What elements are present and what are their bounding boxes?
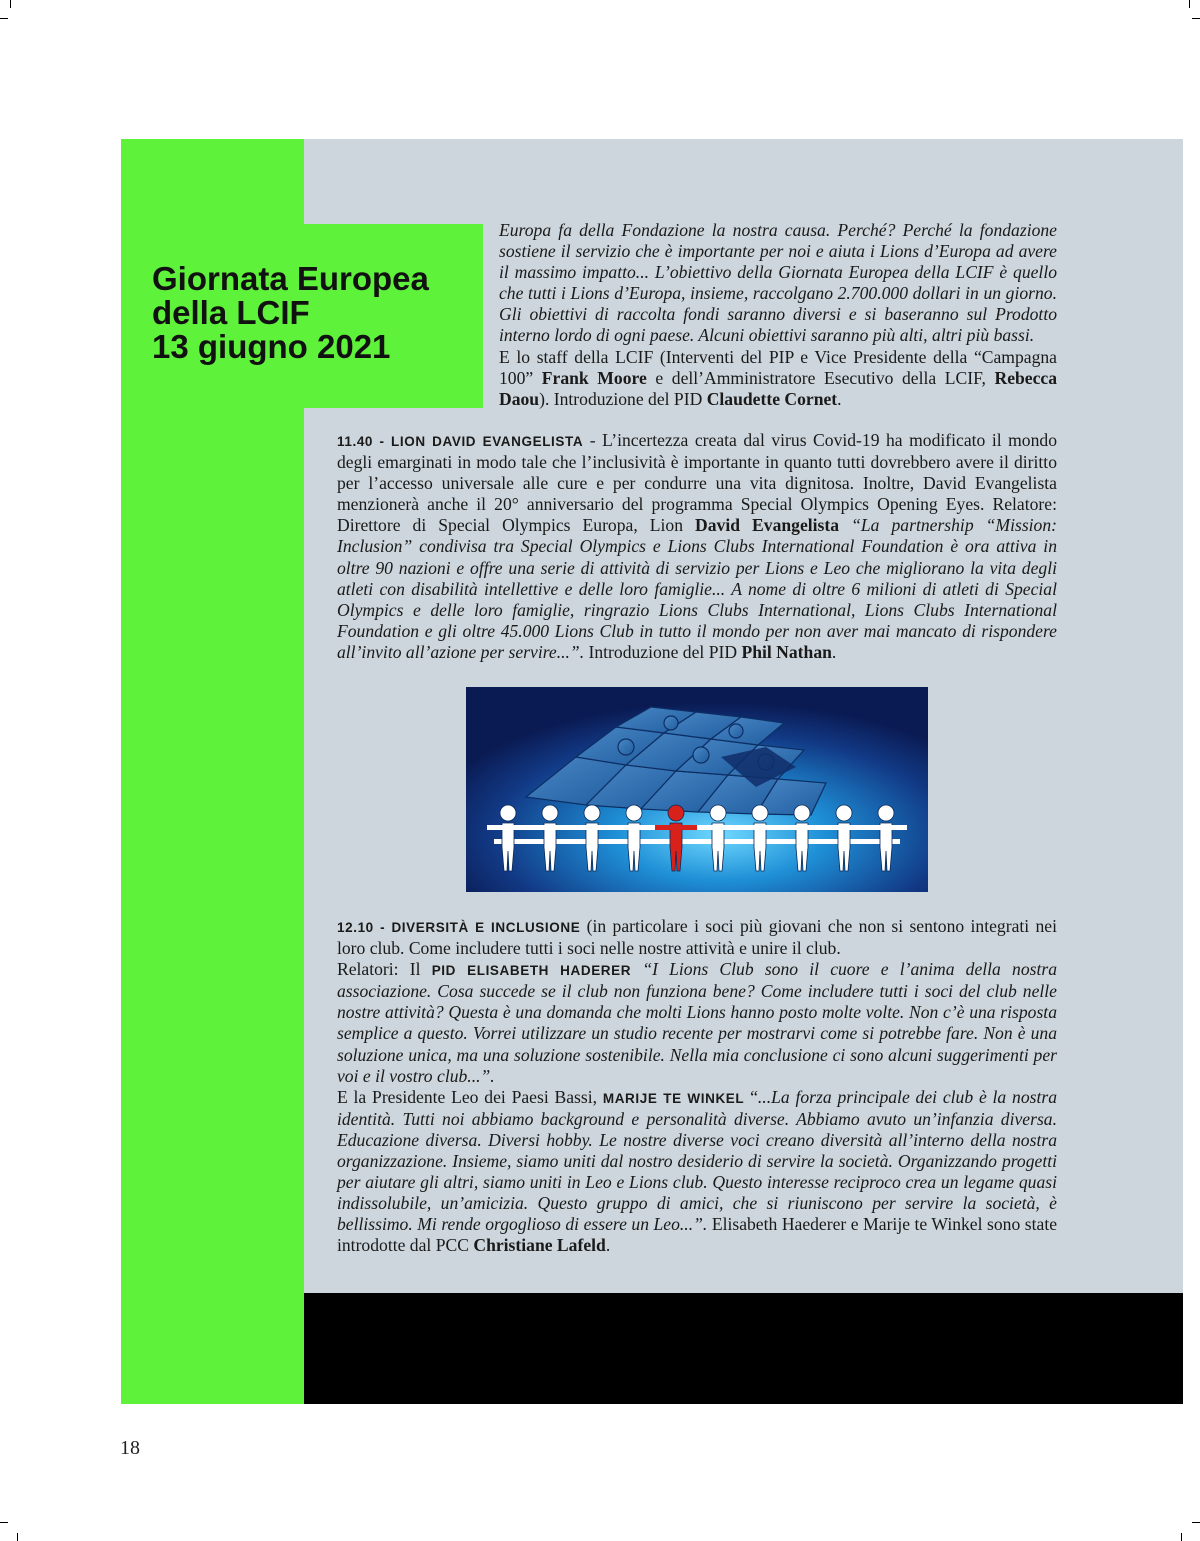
intro-quote: Europa fa della Fondazione la nostra causa. Perché? Perché la fondazione sostiene il servizio che è importante per noi e aiuta i Lions d’Europa ad avere il massimo impatto... L’obiettivo della Giornata Europea della LCIF è quello che tutti i Lions d’Europa, insieme, raccolgano 2.700.000 dollari in un giorno. Gli obiettivi di raccolta fondi saranno diversi e si baseranno sul Prodotto interno lordo di ogni paese. Alcuni obiettivi saranno più alti, altri più bassi. bbox=[499, 220, 1057, 346]
intro-text: E lo staff della LCIF (Interventi del PIP e Vice Presidente della “Campagna 100” bbox=[499, 346, 1057, 388]
section-quote: “La partnership “Mission: Inclusion” condivisa tra Special Olympics e Lions Clubs International Foundation è ora attiva in oltre 90 nazioni e offre una serie di attività di servizio per Lions e Leo che migliorano la vita degli atleti con disabilità intellettive e delle loro famiglie... A nome di oltre 6 milioni di atleti di Special Olympics e delle loro famiglie, ringrazio Lions Clubs International, Lions Clubs International Foundation e gli oltre 45.000 Lions Club in tutto il mondo per non aver mai mancato di rispondere all’invito all’azione per servire...”. bbox=[337, 515, 1058, 662]
crop-mark bbox=[1192, 18, 1200, 19]
section-text: . bbox=[605, 1235, 611, 1256]
crop-mark bbox=[1181, 1533, 1182, 1541]
page-number: 18 bbox=[120, 1437, 140, 1459]
quote-open-mark: “ bbox=[750, 1086, 758, 1107]
person-name: Claudette Cornet bbox=[706, 388, 838, 409]
page-title bbox=[152, 262, 482, 364]
person-name: Frank Moore bbox=[541, 367, 647, 388]
title-line: 13 giugno 2021 bbox=[152, 328, 391, 365]
person-name: Rebecca Daou bbox=[499, 367, 1058, 409]
intro-text: e dell’Amministratore Esecutivo della LCIF, bbox=[655, 367, 986, 388]
section-text: (in particolare i soci più giovani che non si sentono integrati nei loro club. Come includere tutti i soci nelle nostre attività e unire il club. bbox=[337, 916, 1057, 959]
black-footer-band bbox=[304, 1293, 1183, 1404]
section-text: . bbox=[831, 641, 837, 662]
person-name: Phil Nathan bbox=[741, 641, 832, 662]
section-quote: “I Lions Club sono il cuore e l’anima della nostra associazione. Cosa succede se il club non funziona bene? Come includere tutti i soci del club nelle nostre attività? Questa è una domanda che molti Lions hanno posto molte volte. Non c’è una risposta semplice a questo. Vorrei utilizzare un studio recente per mostrarvi come si potrebbe fare. Non è una soluzione unica, ma una soluzione sostenibile. Nella mia conclusione ci sono alcuni suggerimenti per voi e il vostro club...”. bbox=[337, 959, 1058, 1086]
intro-paragraph bbox=[499, 220, 1057, 410]
crop-mark bbox=[1189, 0, 1190, 8]
section-text: E la Presidente Leo dei Paesi Bassi, bbox=[337, 1086, 598, 1107]
person-name: David Evangelista bbox=[695, 515, 840, 536]
crop-mark bbox=[0, 18, 8, 19]
section-text: Relatori: Il bbox=[337, 959, 421, 980]
title-line: della LCIF bbox=[152, 294, 310, 331]
puzzle-people-illustration bbox=[466, 687, 928, 892]
section-heading: 11.40 - LION DAVID EVANGELISTA bbox=[337, 434, 584, 449]
title-line: Giornata Europea bbox=[152, 260, 429, 297]
crop-mark bbox=[17, 1533, 18, 1541]
section-text: Introduzione del PID bbox=[588, 641, 738, 662]
section-text: Elisabeth Haederer e Marije te Winkel sono state introdotte dal PCC bbox=[337, 1214, 1058, 1256]
section-text: - L’incertezza creata dal virus Covid-19 ha modificato il mondo degli emarginati in modo tale che l’inclusività è importante in quanto tutti dovrebbero avere il diritto per l’accesso universale alle cure e per condurre una vita dignitosa. Inoltre, David Evangelista menzionerà anche il 20° anniversario del programma Special Olympics Opening Eyes. Relatore: Direttore di Special Olympics Europa, Lion bbox=[337, 430, 1057, 536]
crop-mark bbox=[1192, 1522, 1200, 1523]
crop-mark bbox=[0, 1522, 8, 1523]
section-diversita-inclusione bbox=[337, 916, 1057, 1257]
section-quote: ...La forza principale dei club è la nostra identità. Tutti noi abbiamo background e personalità diverse. Abbiamo avuto un’infanzia diversa. Educazione diversa. Diversi hobby. Le nostre diverse voci creano diversità all’interno della nostra organizzazione. Insieme, siamo uniti dal nostro desiderio di servire la società. Organizzando progetti per aiutare gli altri, siamo uniti in Leo e Lions club. Questo interesse reciproco crea un legame quasi indissolubile, un’amicizia. Questo gruppo di amici, che si riuniscono per servire la società, è bellissimo. Mi rende orgoglioso di essere un Leo...”. bbox=[337, 1086, 1058, 1235]
speaker-name: MARIJE TE WINKEL bbox=[602, 1090, 745, 1106]
intro-text: . bbox=[837, 388, 842, 409]
section-evangelista bbox=[337, 430, 1057, 663]
person-name: Christiane Lafeld bbox=[473, 1235, 606, 1256]
crop-mark bbox=[10, 0, 11, 8]
speaker-name: PID ELISABETH HADERER bbox=[431, 963, 632, 979]
section-heading: 12.10 - DIVERSITÀ E INCLUSIONE bbox=[337, 920, 581, 935]
intro-text: ). Introduzione del PID bbox=[539, 388, 703, 409]
